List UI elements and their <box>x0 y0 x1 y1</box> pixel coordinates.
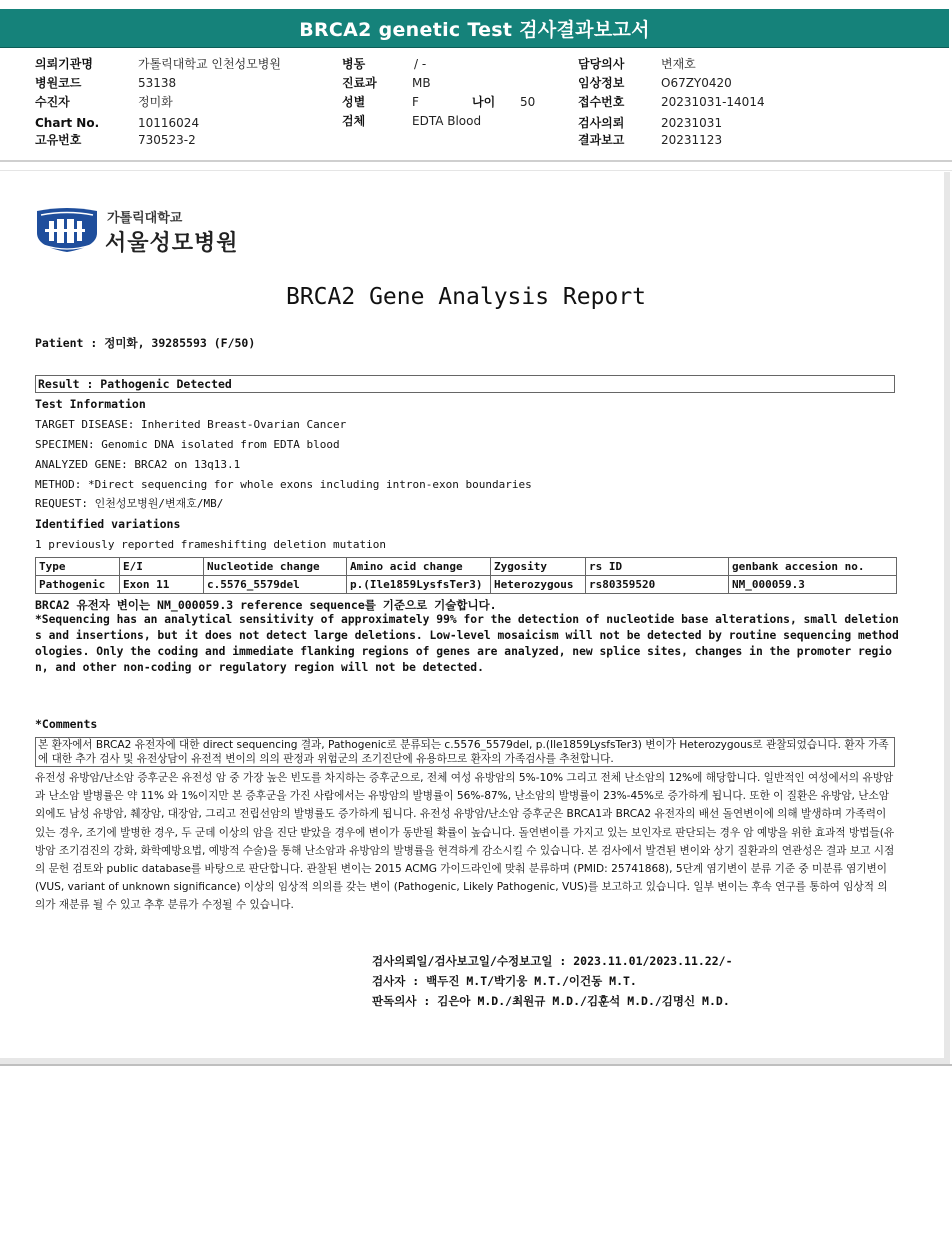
header-value-unique-no: 730523-2 <box>138 133 196 147</box>
table-header-cell: Type <box>36 558 120 576</box>
variation-table <box>35 557 897 594</box>
identified-heading: Identified variations <box>35 517 181 531</box>
comments-body: 유전성 유방암/난소암 증후군은 유전성 암 중 가장 높은 빈도를 차지하는 증후군으로, 전체 여성 유방암의 5%-10% 그리고 전체 난소암의 12%에 해당합니다. 일반적인 여성에서의 유방암과 난소암 발병률은 약 11% 와 1%이지만 본 증후군을 가진 사람에서는 유방암의 발병률이 56%-87%, 난소암의 발병률이 23%-45%로 증가하게 됩니다. 또한 이 질환은 유방암, 난소암 외에도 남성 유방암, 췌장암, 대장암, 그리고 전립선암의 발병률도 증가하게 됩니다. 유전성 유방암/난소암 증후군은 BRCA1과 BRCA2 유전자의 배선 돌연변이에 의해 발생하며 가족력이 있는 경우, 조기에 발병한 경우, 두 군데 이상의 암을 진단 받았을 경우에 변이가 동반될 확률이 높습니다. 돌연변이를 가지고 있는 보인자로 판단되는 경우 암 예방을 위한 효과적 방법들(유방암 조기검진의 강화, 화학예방요법, 예방적 수술)을 통해 난소암과 유방암의 발병률을 현격하게 감소시킬 수 있습니다. 본 검사에서 발견된 변이와 상기 질환과의 연관성은 결과 보고 시점의 문헌 검토와 public database를 바탕으로 판단합니다. 관찰된 변이는 2015 ACMG 가이드라인에 맞춰 분류하며 (PMID: 25741868), 5단계 염기변이 분류 기준 중 미분류 염기변이 (VUS, variant of unknown significance) 이상의 임상적 의의를 갖는 변이 (Pathogenic, Likely Pathogenic, VUS)를 보고하고 있습니다. 일부 변이는 후속 연구를 통하여 임상적 의의가 재분류 될 수 있고 추후 분류가 수정될 수 있습니다. <box>35 772 895 912</box>
header-value-hospital-code: 53138 <box>138 76 177 90</box>
header-label-unique-no: 고유번호 <box>35 133 82 147</box>
header-value-doctor: 변재호 <box>661 57 696 71</box>
table-cell: c.5576_5579del <box>204 576 347 594</box>
header-divider-light <box>0 170 952 171</box>
header-value-department: MB <box>412 76 431 90</box>
analyzed-gene: ANALYZED GENE: BRCA2 on 13q13.1 <box>35 458 241 471</box>
header-value-receipt-no: 20231031-14014 <box>661 95 765 109</box>
header-divider <box>0 160 952 162</box>
header-value-clinical-info: O67ZY0420 <box>661 76 732 90</box>
table-row <box>36 576 897 594</box>
sensitivity-note: *Sequencing has an analytical sensitivity of approximately 99% for the detection of nucleotide base alterations, small deletions and insertions, but it does not detect large deletions. Low-level mosaicism will not be detected by routine sequencing methodologies. Only the coding and immediate flanking regions of genes are analyzed, new splice sites, changes in the promoter region, and other non-coding or regulatory region will not be detected. <box>35 613 899 674</box>
report-heading: BRCA2 Gene Analysis Report <box>285 284 647 310</box>
table-header-cell: Zygosity <box>491 558 586 576</box>
table-header-cell: rs ID <box>586 558 729 576</box>
result-box: Result : Pathogenic Detected <box>35 375 895 393</box>
header-label-sex: 성별 <box>342 95 366 109</box>
header-label-clinical-info: 임상정보 <box>578 76 625 90</box>
header-value-chart-no: 10116024 <box>138 116 200 130</box>
header-label-patient: 수진자 <box>35 95 70 109</box>
reviewer-line: 판독의사 : 김은아 M.D./최원규 M.D./김훈석 M.D./김명신 M.D. <box>372 994 730 1008</box>
header-label-ward: 병동 <box>342 57 366 71</box>
identified-text: 1 previously reported frameshifting deletion mutation <box>35 538 386 551</box>
header-label-report-date: 결과보고 <box>578 133 625 147</box>
specimen-line: SPECIMEN: Genomic DNA isolated from EDTA blood <box>35 438 340 451</box>
hospital-emblem-icon <box>35 207 99 253</box>
request-line: REQUEST: 인천성모병원/변재호/MB/ <box>35 497 224 510</box>
table-header-row <box>36 558 897 576</box>
report-title-bar: BRCA2 genetic Test 검사결과보고서 <box>0 9 949 48</box>
header-value-patient: 정미화 <box>138 95 173 109</box>
header-value-ward: / - <box>414 57 427 71</box>
header-value-age: 50 <box>520 95 536 109</box>
hospital-logo <box>35 207 239 256</box>
table-header-cell: E/I <box>120 558 204 576</box>
header-label-doctor: 담당의사 <box>578 57 625 71</box>
table-cell: rs80359520 <box>586 576 729 594</box>
patient-line: Patient : 정미화, 39285593 (F/50) <box>35 336 256 350</box>
examiner-line: 검사자 : 백두진 M.T/박기웅 M.T./이건동 M.T. <box>372 974 637 988</box>
table-cell: p.(Ile1859LysfsTer3) <box>347 576 491 594</box>
report-dates: 검사의뢰일/검사보고일/수정보고일 : 2023.11.01/2023.11.22/- <box>372 954 733 968</box>
header-value-sex: F <box>412 95 419 109</box>
header-value-institution: 가톨릭대학교 인천성모병원 <box>138 57 281 71</box>
page-bottom-divider <box>0 1064 952 1066</box>
test-info-heading: Test Information <box>35 397 146 411</box>
header-label-chart-no: Chart No. <box>35 116 100 130</box>
target-disease: TARGET DISEASE: Inherited Breast-Ovarian Cancer <box>35 418 347 431</box>
table-header-cell: Amino acid change <box>347 558 491 576</box>
table-header-cell: Nucleotide change <box>204 558 347 576</box>
comments-summary-box: 본 환자에서 BRCA2 유전자에 대한 direct sequencing 결과, Pathogenic로 분류되는 c.5576_5579del, p.(Ile1859LysfsTer3) 변이가 Heterozygous로 관찰되었습니다. 환자 가족에 대한 추가 검사 및 유전상담이 유전적 변이의 의의 판정과 위험군의 조기진단에 유용하므로 환자의 가족검사를 추천합니다. <box>35 737 895 767</box>
header-value-specimen: EDTA Blood <box>412 114 482 128</box>
header-label-institution: 의뢰기관명 <box>35 57 93 71</box>
table-cell: NM_000059.3 <box>729 576 897 594</box>
logo-hospital-name: 서울성모병원 <box>105 231 239 256</box>
header-value-report-date: 20231123 <box>661 133 723 147</box>
header-label-specimen: 검체 <box>342 114 366 128</box>
header-label-receipt-no: 접수번호 <box>578 95 625 109</box>
table-header-cell: genbank accesion no. <box>729 558 897 576</box>
header-label-department: 진료과 <box>342 76 377 90</box>
table-cell: Pathogenic <box>36 576 120 594</box>
method-line: METHOD: *Direct sequencing for whole exons including intron-exon boundaries <box>35 478 532 491</box>
reference-note: BRCA2 유전자 변이는 NM_000059.3 reference sequence를 기준으로 기술합니다. <box>35 598 497 612</box>
header-label-hospital-code: 병원코드 <box>35 76 82 90</box>
header-label-age: 나이 <box>472 95 496 109</box>
header-value-request-date: 20231031 <box>661 116 723 130</box>
logo-university-name: 가톨릭대학교 <box>107 211 183 226</box>
table-cell: Heterozygous <box>491 576 586 594</box>
header-label-request-date: 검사의뢰 <box>578 116 625 130</box>
comments-heading: *Comments <box>35 717 98 731</box>
table-cell: Exon 11 <box>120 576 204 594</box>
